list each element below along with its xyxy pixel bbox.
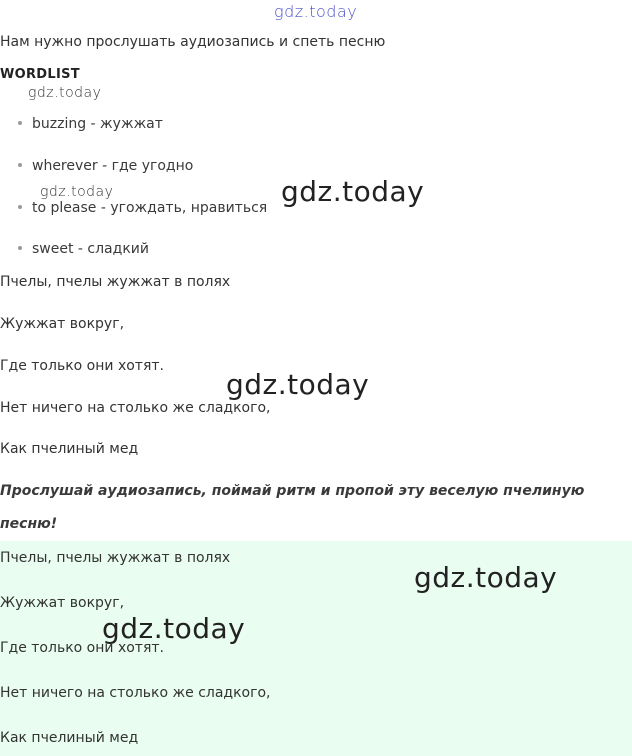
answer-line: Пчелы, пчелы жужжат в полях (0, 550, 231, 566)
watermark-big: gdz.today (414, 561, 558, 594)
song-line: Как пчелиный мед (0, 441, 139, 457)
wordlist-item-text: wherever - где угодно (32, 158, 194, 174)
song-line: Пчелы, пчелы жужжат в полях (0, 274, 231, 290)
bullet-icon (18, 163, 22, 167)
bullet-icon (18, 205, 22, 209)
task-text-line2: песню! (0, 516, 58, 532)
wordlist-heading: WORDLIST (0, 67, 80, 82)
wordlist-item-text: buzzing - жужжат (32, 116, 163, 132)
answer-line: Где только они хотят. (0, 640, 164, 656)
wordlist-item (18, 200, 267, 216)
wordlist-item (18, 116, 163, 132)
watermark-small: gdz.today (40, 184, 114, 200)
song-line: Где только они хотят. (0, 358, 164, 374)
watermark-top: gdz.today (274, 2, 358, 21)
bullet-icon (18, 121, 22, 125)
bullet-icon (18, 246, 22, 250)
wordlist-item (18, 241, 149, 257)
intro-text: Нам нужно прослушать аудиозапись и спеть песню (0, 34, 386, 50)
wordlist-item (18, 158, 193, 174)
wordlist-item-text: sweet - сладкий (32, 241, 149, 257)
watermark-big: gdz.today (102, 612, 246, 645)
wordlist-item-text: to please - угождать, нравиться (32, 200, 268, 216)
answer-line: Как пчелиный мед (0, 730, 139, 746)
song-line: Нет ничего на столько же сладкого, (0, 400, 271, 416)
watermark-big: gdz.today (226, 368, 370, 401)
song-line: Жужжат вокруг, (0, 316, 125, 332)
watermark-small: gdz.today (28, 85, 102, 101)
task-text-line1: Прослушай аудиозапись, поймай ритм и пропой эту веселую пчелиную (0, 483, 585, 499)
answer-line: Жужжат вокруг, (0, 595, 125, 611)
answer-line: Нет ничего на столько же сладкого, (0, 685, 271, 701)
watermark-big: gdz.today (281, 175, 425, 208)
